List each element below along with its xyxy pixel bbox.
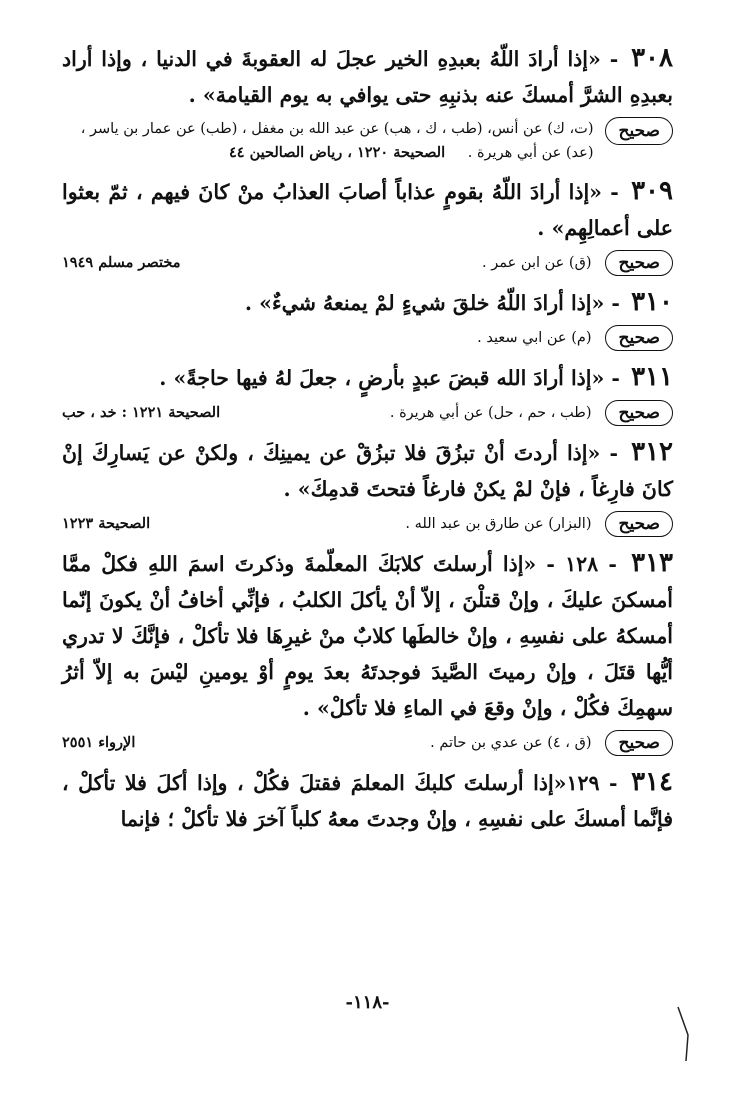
hadith-footer xyxy=(62,730,673,756)
grade-badge: صحيح xyxy=(605,511,673,537)
grade-badge: صحيح xyxy=(605,117,673,145)
hadith-314 xyxy=(62,764,673,837)
hadith-footer xyxy=(62,511,673,537)
hadith-sources: (طب ، حم ، حل) عن أبي هريرة . xyxy=(389,405,592,421)
page-number: -١١٨- xyxy=(345,992,390,1013)
hadith-footer xyxy=(62,117,673,165)
hadith-number: ٣١٤ xyxy=(631,767,673,797)
hadith-sources: (البزار) عن طارق بن عبد الله . xyxy=(405,516,592,532)
hadith-body: - «إذا أرادَ اللّهُ بعبدِهِ الخير عجلَ له العقوبةَ في الدنيا ، وإذا أراد بعبدِهِ الشرَّ أمسكَ عنه بذنبِهِ حتى يوافي به يوم القيامة» . xyxy=(62,47,673,107)
hadith-number: ٣٠٨ xyxy=(631,43,673,73)
hadith-311 xyxy=(62,359,673,426)
hadith-text xyxy=(62,764,673,837)
hadith-sources: (ت، ك) عن أنس، (طب ، ك ، هب) عن عبد الله بن مغفل ، (طب) عن عمار بن ياسر ، (عد) عن أبي هريرة . xyxy=(80,121,594,161)
hadith-310 xyxy=(62,284,673,351)
hadith-text xyxy=(62,359,673,396)
hadith-312 xyxy=(62,434,673,537)
hadith-text xyxy=(62,434,673,507)
grade-badge: صحيح xyxy=(605,400,673,426)
hadith-body: - «إذا أرادَ الله قبضَ عبدٍ بأرضٍ ، جعلَ لهُ فيها حاجةً» . xyxy=(159,366,620,390)
hadith-reference: الإرواء ٢٥٥١ xyxy=(62,734,136,751)
hadith-footer xyxy=(62,325,673,351)
hadith-sources: (م) عن ابي سعيد . xyxy=(477,330,592,346)
hadith-reference: الصحيحة ١٢٢٠ ، رياض الصالحين ٤٤ xyxy=(228,144,446,161)
hadith-text xyxy=(62,545,673,726)
hadith-body: - «إذا أرادَ اللّهُ خلقَ شيءٍ لمْ يمنعهُ شيءٌ» . xyxy=(244,291,620,315)
hadith-reference: الصحيحة ١٢٢٣ xyxy=(62,515,151,532)
page-corner-mark xyxy=(676,1005,696,1065)
hadith-body: - «إذا أردتَ أنْ تبزُقَ فلا تبزُقْ عن يمينِكَ ، ولكنْ عن يَسارِكَ إنْ كانَ فارِغاً ، فإنْ لمْ يكنْ فارغاً فتحتَ قدمِكَ» . xyxy=(62,441,673,501)
grade-badge: صحيح xyxy=(605,730,673,756)
hadith-308 xyxy=(62,40,673,165)
hadith-body: - ١٢٩«إذا أرسلتَ كلبكَ المعلمَ فقتلَ فكُلْ ، وإذا أكلَ فلا تأكلْ ، فإنَّما أمسكَ على نفسِهِ ، وإنْ وجدتَ معهُ كلباً آخرَ فلا تأكلْ ؛ فإنما xyxy=(62,771,673,831)
hadith-number: ٣١١ xyxy=(631,362,673,392)
hadith-number: ٣١٢ xyxy=(631,437,674,467)
hadith-sources: (ق ، ٤) عن عدي بن حاتم . xyxy=(430,735,592,751)
hadith-text xyxy=(62,173,673,246)
hadith-text xyxy=(62,284,673,321)
hadith-body: - «إذا أرادَ اللّهُ بقومٍ عذاباً أصابَ العذابُ منْ كانَ فيهم ، ثمّ بعثوا على أعمالِهِم» . xyxy=(62,180,673,240)
hadith-number: ٣١٣ xyxy=(631,548,674,578)
grade-badge: صحيح xyxy=(605,250,673,276)
hadith-number: ٣١٠ xyxy=(631,287,673,317)
hadith-sources: (ق) عن ابن عمر . xyxy=(482,255,592,271)
hadith-309 xyxy=(62,173,673,276)
hadith-reference: مختصر مسلم ١٩٤٩ xyxy=(62,254,181,271)
hadith-reference: الصحيحة ١٢٢١ : خد ، حب xyxy=(62,404,221,421)
hadith-body: - ١٢٨ - «إذا أرسلتَ كلابَكَ المعلّمةَ وذكرتَ اسمَ اللهِ فكلْ ممَّا أمسكنَ عليكَ ، وإنْ قتلْنَ ، إلاّ أنْ يأكلَ الكلبُ ، فإنِّي أخافُ أنْ يكونَ إنّما أمسكهُ على نفسِهِ ، وإنْ خالطَها كلابٌ منْ غيرِهَا فلا تأكلْ ، فإنَّكَ لا تدري أيُّها قتَلَ ، وإنْ رميتَ الصَّيدَ فوجدتَهُ بعدَ يومٍ أوْ يومينِ ليْسَ به إلاّ أثرُ سهمِكَ فكُلْ ، وإنْ وقعَ في الماءِ فلا تأكلْ» . xyxy=(62,552,673,720)
grade-badge: صحيح xyxy=(605,325,673,351)
hadith-footer xyxy=(62,250,673,276)
hadith-footer xyxy=(62,400,673,426)
hadith-313 xyxy=(62,545,673,756)
hadith-text xyxy=(62,40,673,113)
hadith-number: ٣٠٩ xyxy=(631,176,673,206)
